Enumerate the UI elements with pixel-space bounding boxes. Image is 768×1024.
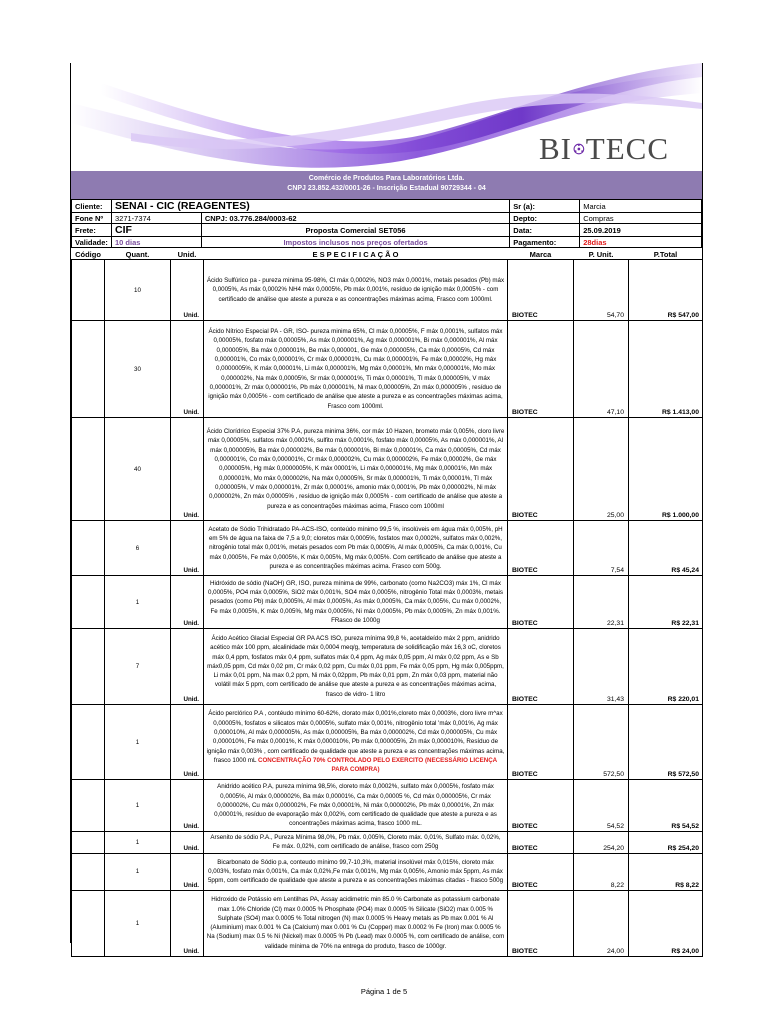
item-ptotal: R$ 1.000,00 — [629, 418, 703, 521]
item-marca: BIOTEC — [508, 705, 574, 780]
fone-label: Fone Nº — [72, 213, 112, 224]
item-ptotal: R$ 254,20 — [629, 832, 703, 854]
proposta-title: Proposta Comercial SET056 — [201, 224, 509, 237]
item-punit: 47,10 — [574, 321, 629, 418]
item-unid: Unid. — [171, 521, 204, 576]
item-marca: BIOTEC — [508, 890, 574, 956]
item-desc: Acetato de Sódio Trihidratado PA-ACS-ISO, conteúdo mínimo 99,5 %, insolúveis em água máx 0,005%, pH em 5% de água na faixa de 7,5 a 9,0; cloretos máx 0,0005%, fosfatos max 0,0002%, sulfatos máx 0,002%, nitrogênio total máx 0,001%, metais pesados com Pb máx 0,0005%, Al máx 0,0005%, Ca máx 0,001%, Cu máx 0,0005%, Fe máx 0,0005%, K máx 0,005%, Mg máx 0,005%. Com certificado de análise que ateste a pureza e as concentrações máximas acima. Frasco com 500g. — [204, 521, 508, 576]
item-punit: 31,43 — [574, 629, 629, 705]
item-unid: Unid. — [171, 321, 204, 418]
item-codigo — [72, 853, 105, 890]
item-codigo — [72, 521, 105, 576]
table-row — [72, 780, 703, 832]
item-desc: Hidróxido de sódio (NaOH) GR, ISO, pureza mínima de 99%, carbonato (como Na2CO3) máx 1%, Cl máx 0,0005%, PO4 máx 0,0005%, SiO2 máx 0,001%, SO4 máx 0,0005%, nitrogênio Total máx 0,0003%, metais pesados (como Pb) máx 0,0005%, Al máx 0,0005%, As máx 0,0005%, Ca máx 0,005%, Cu máx 0,0002%, Fe máx 0,0005%, K máx 0,005%, Mg máx 0,0005%, Ni máx 0,0005%, Pb máx 0,0005%, Zn máx 0,001%. FRasco de 1000g — [204, 576, 508, 629]
item-codigo — [72, 832, 105, 854]
item-marca: BIOTEC — [508, 576, 574, 629]
sr-value: Marcia — [580, 200, 702, 213]
data-value: 25.09.2019 — [580, 224, 702, 237]
item-desc: Ácido Acético Glacial Especial GR PA ACS ISO, pureza mínima 99,8 %, acetaldeído máx 2 ppm, anidrido acético máx 100 ppm, alcalinidade máx 0,0004 meq/g, temperatura de solidificação máx 16,3 oC, cloretos máx 0,4 ppm, fosfatos máx 0,4 ppm, sulfatos máx 0,4 ppm, Ag máx 0,05 ppm, Al máx 0,02 ppm, As e Sb máx0,05 ppm, Cd máx 0,02 pm, Cr máx 0,02 ppm, Cu máx 0,01 ppm, Fe máx 0,05 ppm, Hg máx 0,005ppm, Li máx 0,01 ppm, Na max 0,2 ppm, Ni máx 0,02ppm, Pb máx 0,01 ppm, Zn máx 0,03 ppm, material não volátil máx 5 ppm, com certificado de análise que ateste a pureza e as concentrações máximas acima, frasco de vidro- 1 litro — [204, 629, 508, 705]
item-quant: 7 — [105, 629, 171, 705]
item-punit: 7,54 — [574, 521, 629, 576]
item-punit: 54,52 — [574, 780, 629, 832]
item-quant: 30 — [105, 321, 171, 418]
item-unid: Unid. — [171, 832, 204, 854]
col-punit: P. Unit. — [574, 250, 629, 260]
item-unid: Unid. — [171, 853, 204, 890]
item-punit: 54,70 — [574, 260, 629, 321]
item-ptotal: R$ 572,50 — [629, 705, 703, 780]
company-bar — [71, 171, 702, 200]
table-row — [72, 521, 703, 576]
item-marca: BIOTEC — [508, 260, 574, 321]
validade-value: 10 dias — [111, 237, 201, 248]
company-cnpj: CNPJ 23.852.432/0001-26 - Inscrição Estadual 90729344 - 04 — [287, 185, 486, 192]
item-desc-text: Ácido perclórico P.A , contéudo mínimo 60-62%, clorato máx 0,001%,cloreto máx 0,0003%, cloro livre m^ax 0,00005%, fosfatos e silicatos máx 0,0005%, sulfato máx 0,001%, nitrogênio total 'máx 0,001%, Ag máx 0,000010%, Al máx 0,000005%, As máx 0,000005%, Ba máx 0,000002%, Cd máx 0,000005%, Cu máx 0,000010%, Fe máx 0,0001%, K máx 0,000010%, Pb máx 0,000005%, Zn máx 0,000010%, Resíduo de ignição máx 0,003% , com certificado de qualidade que ateste a pureza e as concentrações máximas acima, frasco 1000 mL — [206, 710, 505, 764]
item-punit: 254,20 — [574, 832, 629, 854]
depto-value: Compras — [580, 213, 702, 224]
item-quant: 1 — [105, 832, 171, 854]
item-codigo — [72, 705, 105, 780]
table-row — [72, 853, 703, 890]
data-label: Data: — [510, 224, 580, 237]
item-ptotal: R$ 45,24 — [629, 521, 703, 576]
item-desc: Anidrido acético P.A, pureza mínima 98,5%, cloreto máx 0,0002%, sulfato máx 0,0005%, fosfato máx 0,0005%, Al máx 0,000002%, Ba máx 0,00001%, Ca máx 0,00005 %, Cd máx 0,000005%, Cr máx 0,000002%, Cu máx 0,000002%, Fe máx 0,00001%, Ni máx 0,000002%, Pb máx 0,00001%, Zn máx 0,00001%, resíduo de evaporação máx 0,002%, com certificado de qualidade que ateste a pureza e as concentrações máximas acima, frasco 1000 mL. — [204, 780, 508, 832]
table-row — [72, 576, 703, 629]
item-desc: Hidroxido de Potássio em Lentilhas PA, Assay acidimetric min 85.0 % Carbonate as potassium carbonate max 1.0% Chloride (Cl) max 0.0005 % Phosphate (PO4) max 0.0005 % Silicate (SiO2) max 0.005 % Sulphate (SO4) max 0.0005 % Total nitrogen (N) max 0.0005 % Heavy metals as Pb max 0.001 % Al (Aluminium) max 0.001 % Ca (Calcium) max 0.001 % Cu (Copper) max 0.0002 % Fe (Iron) max 0.0005 % Na (Sodium) max 0.5 % Ni (Nickel) max 0.0005 % Pb (Lead) max 0.0005 %, com certificado de análise, com validade mínima de 70% na entrega do produto, frasco de 1000gr. — [204, 890, 508, 956]
frete-value: CIF — [111, 224, 201, 237]
item-punit: 8,22 — [574, 853, 629, 890]
col-unid: Unid. — [171, 250, 204, 260]
item-unid: Unid. — [171, 629, 204, 705]
item-desc: Ácido Nítrico Especial PA - GR, ISO- pureza minima 65%, Cl máx 0,00005%, F máx 0,0001%, sulfatos máx 0,00005%, fosfato máx 0,00005%, As máx 0,000001%, Ag máx 0,000001%, Bi máx 0,000001%, Al máx 0,000005%, Ba máx 0,000001%, Be máx 0,000001, Ge máx 0,000005%, Ca máx 0,00005%, Cd máx 0,000001%, Co máx 0,000001%, Cr máx 0,000001%, Cu máx 0,000001%, Fe máx 0,00002%, Hg máx 0,0000005%, K máx 0,00001%, Li máx 0,000001%, Mg máx 0,00001%, Mn máx 0,000001%, Mo máx 0,000002%, Na máx 0,00005%, Sr máx 0,000001%, Ti máx 0,00001%, Tl máx 0,000005%, V máx 0,000001%, Zr máx 0,000001%, Pb máx 0,000001%, Ni max 0,000005%, Zn máx 0,000005% , resíduo de ignição máx 0,0005% - com certificado de análise que ateste a pureza e as concentrações máximas acima, Frasco com 1000ml. — [204, 321, 508, 418]
item-ptotal: R$ 24,00 — [629, 890, 703, 956]
pagamento-label: Pagamento: — [510, 237, 580, 248]
item-quant: 1 — [105, 576, 171, 629]
item-marca: BIOTEC — [508, 780, 574, 832]
item-codigo — [72, 576, 105, 629]
item-quant: 10 — [105, 260, 171, 321]
item-unid: Unid. — [171, 576, 204, 629]
company-name: Comércio de Produtos Para Laboratórios Ltda. — [308, 175, 465, 182]
table-row — [72, 705, 703, 780]
item-desc — [204, 705, 508, 780]
item-desc: Ácido Sulfúrico pa - pureza minima 95-98%, Cl máx 0,0002%, NO3 máx 0,0001%, metais pesados (Pb) máx 0,0005%, As máx 0,0002% NH4 máx 0,0005%, Pb máx 0,001%, resíduo de ignição máx 0,0005% - com certificado de análise que ateste a pureza e as concentrações máximas acima, Frasco com 1000ml. — [204, 260, 508, 321]
impostos-note: Impostos inclusos nos preços ofertados — [201, 237, 509, 248]
item-ptotal: R$ 1.413,00 — [629, 321, 703, 418]
table-row — [72, 260, 703, 321]
logo-molecule-icon — [573, 138, 585, 160]
item-desc-warning: CONCENTRAÇÃO 70% CONTROLADO PELO EXERCITO (NECESSÁRIO LICENÇA PARA COMPRA) — [258, 756, 498, 774]
table-row — [72, 321, 703, 418]
item-marca: BIOTEC — [508, 832, 574, 854]
table-row — [72, 832, 703, 854]
item-marca: BIOTEC — [508, 321, 574, 418]
item-codigo — [72, 629, 105, 705]
fone-value: 3271-7374 — [111, 213, 201, 224]
item-ptotal: R$ 54,52 — [629, 780, 703, 832]
cliente-value: SENAI - CIC (REAGENTES) — [111, 200, 509, 213]
item-unid: Unid. — [171, 260, 204, 321]
depto-label: Depto: — [510, 213, 580, 224]
item-ptotal: R$ 220,01 — [629, 629, 703, 705]
header-banner — [71, 63, 702, 171]
item-unid: Unid. — [171, 890, 204, 956]
item-codigo — [72, 418, 105, 521]
cliente-label: Cliente: — [72, 200, 112, 213]
col-codigo: Código — [72, 250, 105, 260]
item-marca: BIOTEC — [508, 853, 574, 890]
item-codigo — [72, 780, 105, 832]
item-marca: BIOTEC — [508, 521, 574, 576]
item-unid: Unid. — [171, 780, 204, 832]
pagamento-value: 28dias — [580, 237, 702, 248]
table-row — [72, 629, 703, 705]
item-codigo — [72, 321, 105, 418]
client-header-table — [71, 199, 702, 248]
item-punit: 572,50 — [574, 705, 629, 780]
item-ptotal: R$ 8,22 — [629, 853, 703, 890]
quote-page — [70, 63, 703, 955]
col-quant: Quant. — [105, 250, 171, 260]
item-unid: Unid. — [171, 705, 204, 780]
item-desc: Ácido Clorídrico Especial 37% P.A, pureza minima 36%, cor máx 10 Hazen, brometo máx 0,005%, cloro livre máx 0,00005%, sulfatos máx 0,0001%, sulfito máx 0,0001%, fosfato máx 0,00005%, As máx 0,000001%, Al máx 0,000005%, Ba máx 0,000002%, Be máx 0,000001%, Bi máx 0,00001%, Ca máx 0,00005%, Cd máx 0,000001%, Co máx 0,000001%, Cr máx 0,000002%, Cu máx 0,000002%, Fe máx 0,00002%, Ge máx 0,000005%, Hg máx 0,0000005%, K máx 00001%, Li máx 0,000001%, Mg máx 0,00001%, Mn máx 0,000001%, Mo máx 0,000002%, Na máx 0,00005%, Sr máx 0,000001%, Ti máx 0,00001%, Tl máx 0,000005%, V máx 0,000001%, Zr máx 0,00001%, amonio máx 0,0001%, Pb máx 0,000002%, Ni máx 0,000002%, Zn máx 0,00005% , resíduo de ignição máx 0,0005% - com certificado de análise que ateste a pureza e as concentrações máximas acima, Frasco com 1000ml — [204, 418, 508, 521]
cnpj-label: CNPJ: 03.776.284/0003-62 — [201, 213, 509, 224]
item-quant: 1 — [105, 705, 171, 780]
item-desc: Arsenito de sódio P.A., Pureza Mínima 98,0%, Pb máx. 0,005%, Cloreto máx. 0,01%, Sulfato máx. 0,02%, Fe máx. 0,02%, com certificado de análise, frasco com 250g — [204, 832, 508, 854]
item-quant: 1 — [105, 853, 171, 890]
items-table — [71, 250, 703, 957]
col-espec: E S P E C I F I C A Ç Ã O — [204, 250, 508, 260]
item-punit: 22,31 — [574, 576, 629, 629]
col-ptotal: P.Total — [629, 250, 703, 260]
sr-label: Sr (a): — [510, 200, 580, 213]
page-number: Página 1 de 5 — [360, 987, 408, 996]
table-row — [72, 418, 703, 521]
item-unid: Unid. — [171, 418, 204, 521]
item-marca: BIOTEC — [508, 418, 574, 521]
biotecc-logo: BI TECC — [539, 131, 669, 166]
frete-label: Frete: — [72, 224, 112, 237]
table-row — [72, 890, 703, 956]
item-codigo — [72, 260, 105, 321]
item-punit: 25,00 — [574, 418, 629, 521]
item-quant: 40 — [105, 418, 171, 521]
item-quant: 1 — [105, 890, 171, 956]
item-codigo — [72, 890, 105, 956]
item-ptotal: R$ 547,00 — [629, 260, 703, 321]
item-punit: 24,00 — [574, 890, 629, 956]
item-quant: 6 — [105, 521, 171, 576]
item-ptotal: R$ 22,31 — [629, 576, 703, 629]
item-quant: 1 — [105, 780, 171, 832]
item-marca: BIOTEC — [508, 629, 574, 705]
item-desc: Bicarbonato de Sódio p.a, conteudo mínimo 99,7-10,3%, material insolúvel máx 0,015%, cloreto máx 0,003%, fosfato máx 0,001%, Ca máx 0,02%,Fe máx 0,001%, Mg máx 0,005%, Amonio máx 5ppm, As máx 5ppm, com certificado de qualidade que ateste a pureza e as concentrações máximas citadas - frasco 500g — [204, 853, 508, 890]
validade-label: Validade: — [72, 237, 112, 248]
col-marca: Marca — [508, 250, 574, 260]
